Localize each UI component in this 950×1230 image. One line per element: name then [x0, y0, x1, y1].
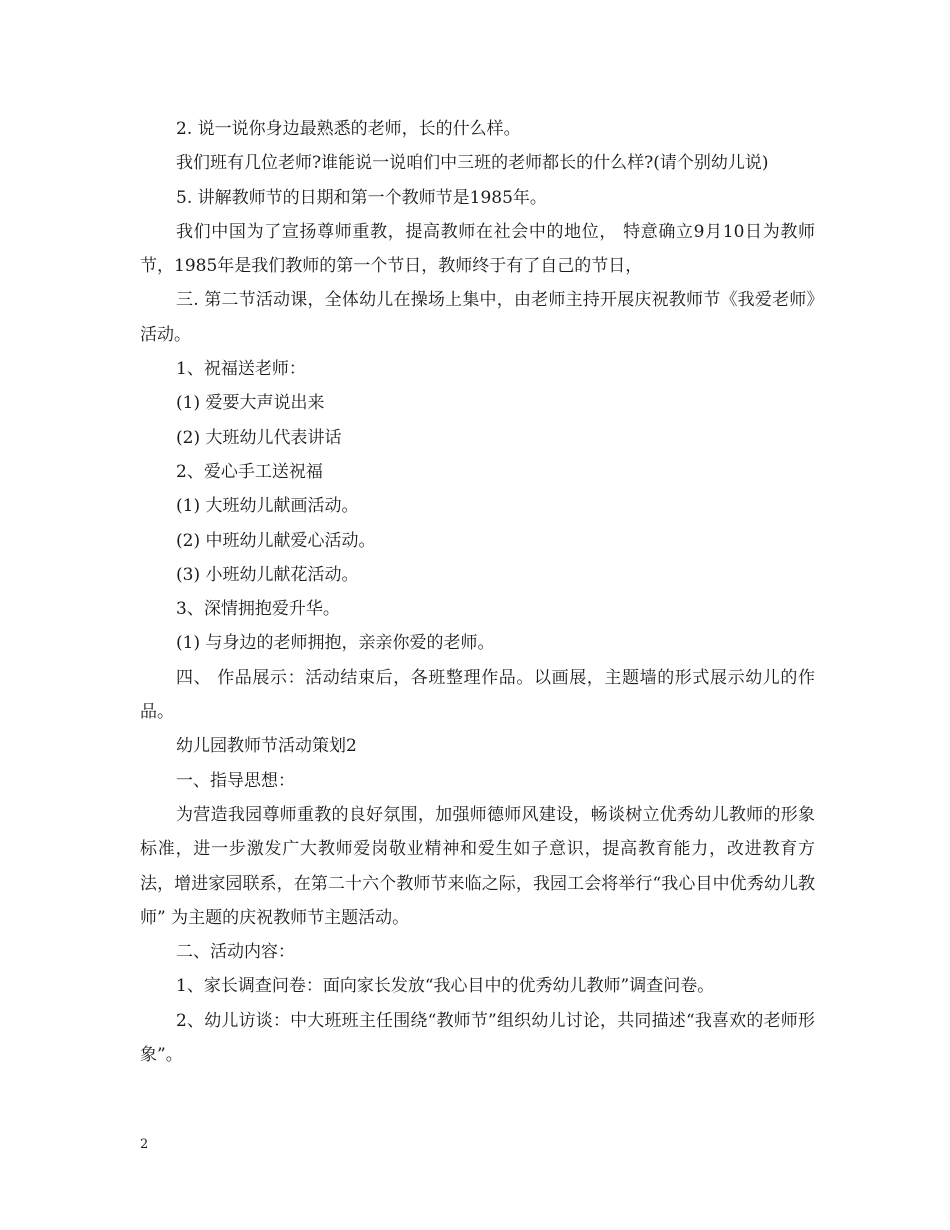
body-text — [140, 112, 815, 1072]
list-item: (2) 大班幼儿代表讲话 — [176, 427, 342, 448]
list-item: (1) 爱要大声说出来 — [176, 393, 325, 414]
list-item: 2、爱心手工送祝福 — [176, 461, 323, 482]
list-item: (1) 与身边的老师拥抱，亲亲你爱的老师。 — [176, 633, 495, 654]
list-item: (2) 中班幼儿献爱心活动。 — [176, 530, 376, 551]
paragraph: 为营造我园尊师重教的良好氛围，加强师德师风建设，畅谈树立优秀幼儿教师的形象标准，进一步激发广大教师爱岗敬业精神和爱生如子意识，提高教育能力，改进教育方法，增进家园联系，在第二十六个教师节来临之际，我园工会将举行“我心目中优秀幼儿教师” 为主题的庆祝教师节主题活动。 — [140, 804, 815, 928]
list-item: 2、幼儿访谈：中大班班主任围绕“教师节”组织幼儿讨论，共同描述“我喜欢的老师形象”。 — [140, 1010, 815, 1066]
section-title: 幼儿园教师节活动策划2 — [176, 736, 357, 757]
list-item: 1、家长调查问卷：面向家长发放“我心目中的优秀幼儿教师”调查问卷。 — [176, 976, 715, 997]
section-heading: 一、指导思想： — [176, 770, 295, 791]
paragraph: 我们班有几位老师?谁能说一说咱们中三班的老师都长的什么样?(请个别幼儿说) — [176, 153, 769, 174]
paragraph: 三. 第二节活动课，全体幼儿在操场上集中，由老师主持开展庆祝教师节《我爱老师》活动。 — [140, 290, 815, 345]
section-heading: 二、活动内容： — [176, 942, 295, 963]
paragraph: 四、 作品展示：活动结束后，各班整理作品。以画展，主题墙的形式展示幼儿的作品。 — [140, 667, 815, 723]
list-item: 1、祝福送老师： — [176, 359, 306, 380]
paragraph: 5. 讲解教师节的日期和第一个教师节是1985年。 — [176, 187, 547, 208]
paragraph: 2. 说一说你身边最熟悉的老师，长的什么样。 — [176, 119, 521, 139]
page-number: 2 — [140, 1137, 149, 1152]
list-item: 3、深情拥抱爱升华。 — [176, 599, 340, 620]
paragraph: 我们中国为了宣扬尊师重教，提高教师在社会中的地位， 特意确立9月10日为教师节，1985年是我们教师的第一个节日，教师终于有了自己的节日， — [140, 221, 815, 277]
list-item: (1) 大班幼儿献画活动。 — [176, 496, 359, 517]
list-item: (3) 小班幼儿献花活动。 — [176, 564, 359, 585]
